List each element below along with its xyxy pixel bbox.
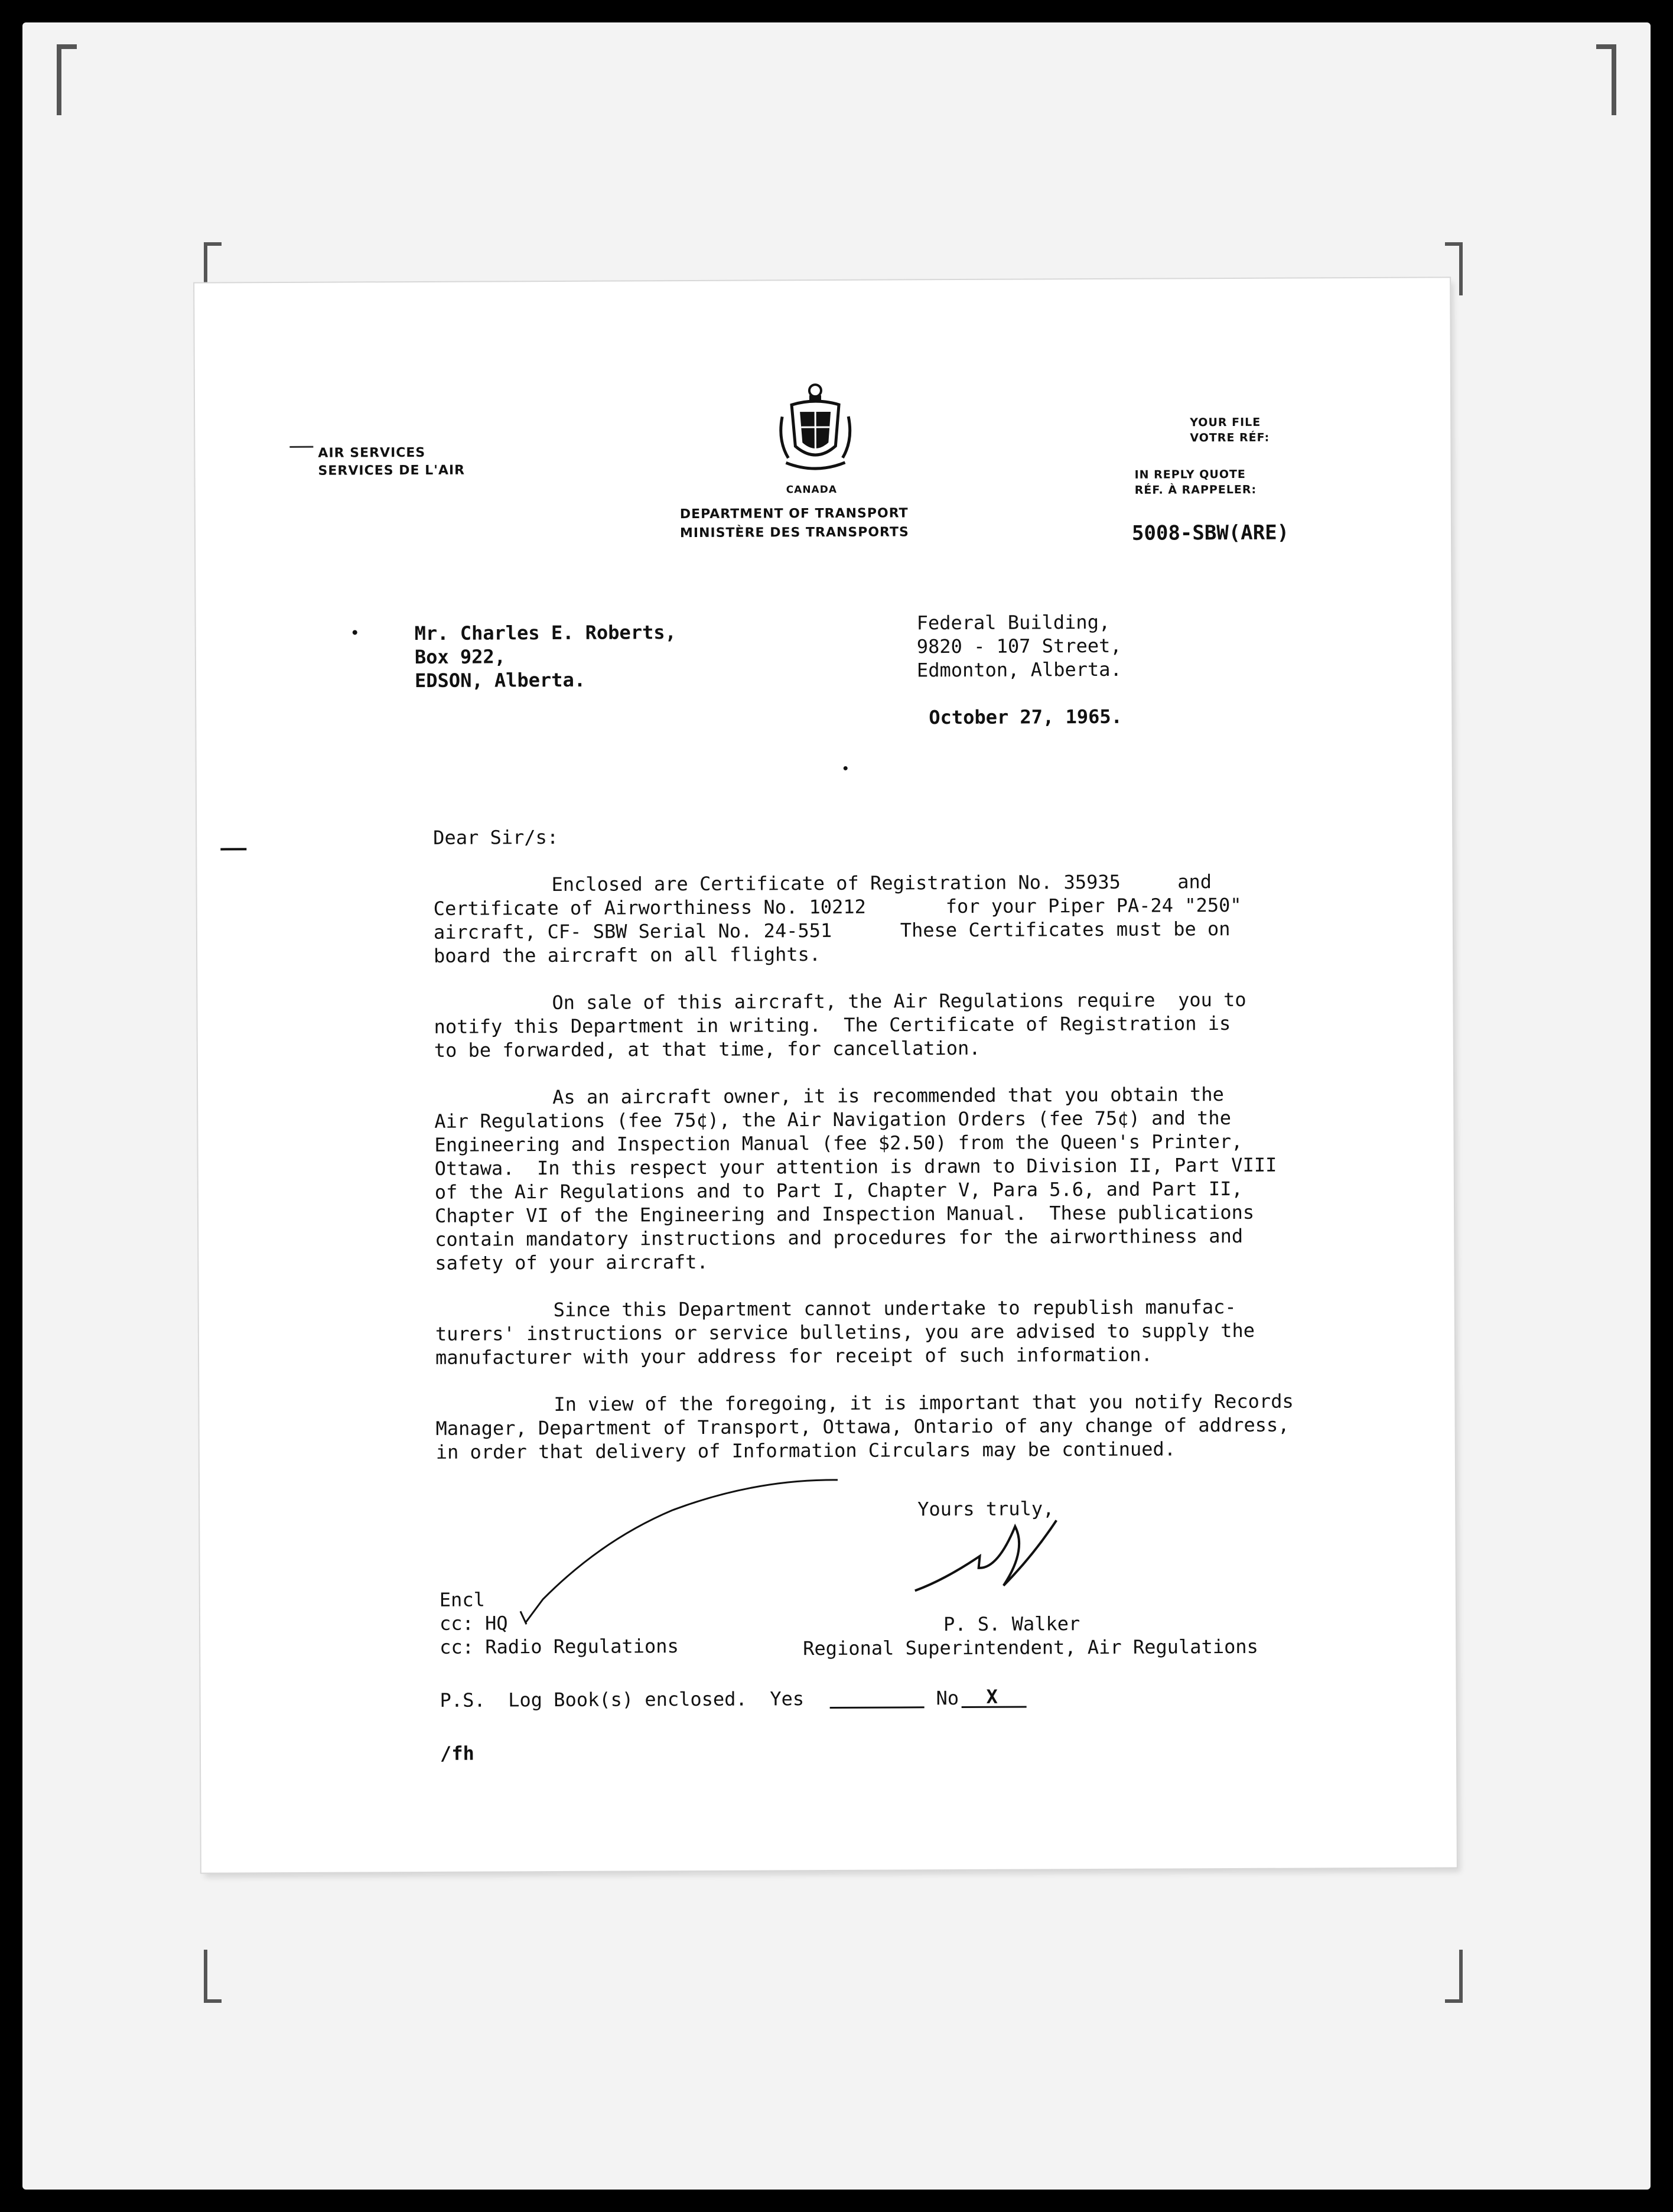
body-p3-line3: Engineering and Inspection Manual (fee $2.50) from the Queen's Printer, (434, 1130, 1243, 1156)
complimentary-close: Yours truly, (917, 1497, 1054, 1521)
body-p5-line3: in order that delivery of Information Circulars may be continued. (435, 1437, 1176, 1463)
corner-mark-paper-br (1445, 1999, 1463, 2003)
body-p3-line2: Air Regulations (fee 75¢), the Air Navigation Orders (fee 75¢) and the (434, 1107, 1231, 1133)
body-p4-line1: Since this Department cannot undertake to republish manufac- (553, 1295, 1236, 1322)
country-label: CANADA (786, 483, 838, 496)
yes-blank (830, 1706, 925, 1709)
air-services-en: AIR SERVICES (318, 445, 426, 461)
corner-mark-top-left (57, 44, 61, 115)
body-p5-line2: Manager, Department of Transport, Ottawa, Ontario of any change of address, (435, 1413, 1290, 1440)
body-p2-line2: notify this Department in writing. The Certificate of Registration is (434, 1012, 1231, 1038)
recipient-box: Box 922, (414, 645, 506, 669)
ref-rappeler-label: RÉF. À RAPPELER: (1134, 483, 1257, 497)
corner-mark-paper-br (1459, 1950, 1463, 2003)
your-file-label: YOUR FILE (1190, 415, 1261, 430)
sender-address-line1: Federal Building, (916, 610, 1111, 635)
body-p4-line2: turers' instructions or service bulletins, you are advised to supply the (435, 1319, 1255, 1345)
typist-initials: /fh (440, 1742, 474, 1765)
corner-mark-paper-bl (204, 1950, 207, 2003)
signature (909, 1514, 1063, 1598)
body-p3-line8: safety of your aircraft. (435, 1250, 708, 1274)
sender-address-line3: Edmonton, Alberta. (916, 658, 1122, 682)
letter-date: October 27, 1965. (929, 705, 1122, 729)
signer-title: Regional Superintendent, Air Regulations (803, 1635, 1258, 1660)
recipient-city: EDSON, Alberta. (414, 668, 586, 692)
margin-tick (220, 848, 246, 850)
body-p2-line3: to be forwarded, at that time, for cancellation. (434, 1036, 981, 1062)
body-p1-line2: Certificate of Airworthiness No. 10212 for your Piper PA-24 "250" (433, 893, 1242, 920)
votre-ref-label: VOTRE RÉF: (1190, 431, 1270, 445)
body-p3-line1: As an aircraft owner, it is recommended that you obtain the (552, 1083, 1224, 1109)
letter-page (194, 278, 1457, 1872)
corner-mark-top-left (57, 44, 77, 49)
postscript-no-label: No (936, 1687, 959, 1710)
body-p4-line3: manufacturer with your address for receipt of such information. (435, 1343, 1153, 1369)
air-services-fr: SERVICES DE L'AIR (318, 463, 466, 479)
signer-name: P. S. Walker (943, 1612, 1080, 1636)
body-p3-line7: contain mandatory instructions and procedures for the airworthiness and (435, 1224, 1244, 1251)
department-fr: MINISTÈRE DES TRANSPORTS (679, 525, 909, 541)
body-p2-line1: On sale of this aircraft, the Air Regulations require you to (552, 988, 1246, 1014)
reply-quote-label: IN REPLY QUOTE (1134, 467, 1246, 482)
letterhead-mark (289, 446, 313, 454)
recipient-name: Mr. Charles E. Roberts, (414, 621, 676, 645)
body-p3-line4: Ottawa. In this respect your attention is drawn to Division II, Part VIII (434, 1153, 1277, 1180)
body-p5-line1: In view of the foregoing, it is important that you notify Records (554, 1390, 1294, 1416)
postscript-text: P.S. Log Book(s) enclosed. Yes (440, 1687, 805, 1712)
bullet-dot (353, 630, 357, 635)
corner-mark-paper-tl (204, 242, 222, 246)
cc-radio-regulations: cc: Radio Regulations (440, 1635, 679, 1658)
corner-mark-paper-bl (204, 1999, 222, 2003)
corner-mark-top-right (1596, 44, 1616, 49)
corner-mark-paper-tr (1445, 242, 1463, 246)
body-p3-line6: Chapter VI of the Engineering and Inspection Manual. These publications (434, 1201, 1255, 1227)
body-p1-line1: Enclosed are Certificate of Registration No. 35935 and (551, 870, 1212, 896)
salutation: Dear Sir/s: (433, 825, 559, 849)
department-en: DEPARTMENT OF TRANSPORT (679, 506, 909, 522)
enclosure-label: Encl (439, 1588, 486, 1611)
corner-mark-paper-tr (1459, 242, 1463, 295)
file-number: 5008-SBW(ARE) (1131, 521, 1290, 545)
postscript-no-mark: X (986, 1685, 998, 1708)
coat-of-arms-icon (774, 381, 857, 476)
body-p1-line3: aircraft, CF- SBW Serial No. 24-551 These Certificates must be on (433, 918, 1231, 944)
cc-hq: cc: HQ (439, 1612, 508, 1635)
sender-address-line2: 9820 - 107 Street, (916, 634, 1122, 658)
initial-checkmark (519, 1474, 850, 1629)
corner-mark-top-right (1612, 44, 1616, 115)
body-p1-line4: board the aircraft on all flights. (434, 943, 821, 967)
stray-dot (844, 766, 848, 770)
body-p3-line5: of the Air Regulations and to Part I, Chapter V, Para 5.6, and Part II, (434, 1177, 1243, 1203)
